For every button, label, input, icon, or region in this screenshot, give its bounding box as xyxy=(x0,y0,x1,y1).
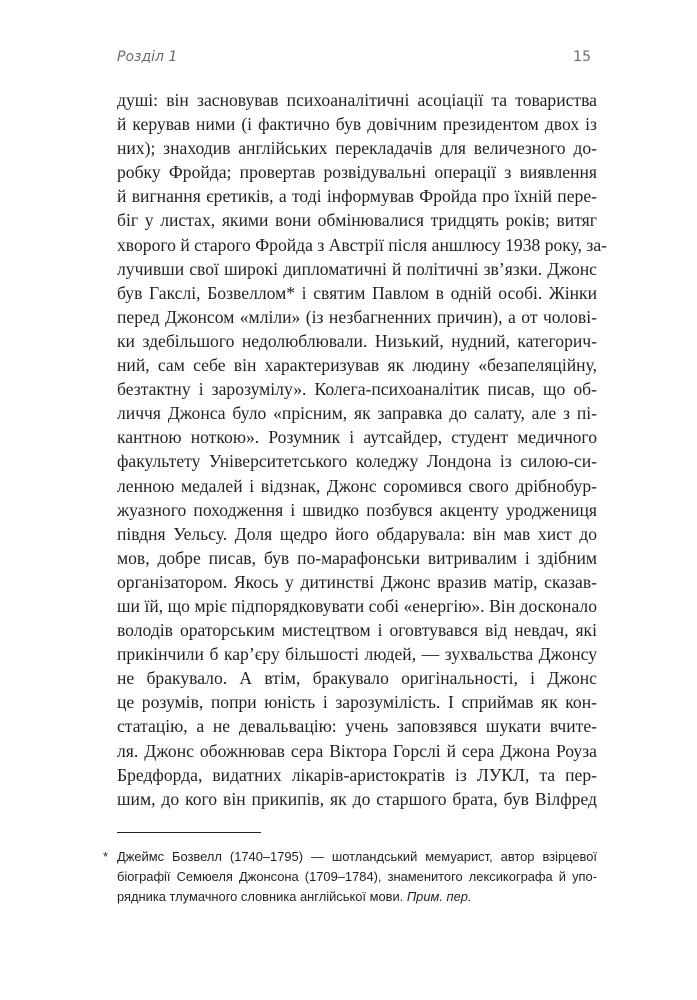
text-line: Бредфорда, видатних лікарів-аристократів із ЛУКЛ, та пер- xyxy=(117,764,597,785)
text-line: робку Фройда; провертав розвідувальні операції з виявлення xyxy=(117,162,597,183)
footnote-line-last xyxy=(103,887,597,907)
page-number: 15 xyxy=(573,49,591,65)
text-line: кантною ноткою». Розумник і аутсайдер, студент медичного xyxy=(117,427,597,448)
text-line: не бракувало. А втім, бракувало оригінальності, і Джонс xyxy=(117,668,597,689)
text-line: шим, до кого він прикипів, як до старшого брата, був Вілфред xyxy=(117,788,597,809)
translator-note: Прим. пер. xyxy=(406,889,472,904)
text-line: личчя Джонса було «прісним, як заправка до салату, але з пі- xyxy=(117,403,597,424)
footnote-line: Джеймс Бозвелл (1740–1795) — шотландський мемуарист, автор взірцевої xyxy=(117,849,597,864)
text-line: організатором. Якось у дитинстві Джонс вразив матір, сказав- xyxy=(117,571,597,592)
text-line: ленною медалей і відзнак, Джонс соромився свого дрібнобур- xyxy=(117,475,597,496)
text-line: статацію, а не девальвацію: учень заповзявся шукати вчите- xyxy=(117,716,597,737)
section-title: Розділ 1 xyxy=(117,49,178,65)
footnote-mark: * xyxy=(103,849,109,864)
text-line: півдня Уельсу. Доля щедро його обдарувала: він мав хист до xyxy=(117,523,597,544)
text-line: володів ораторським мистецтвом і оговтувався від невдач, які xyxy=(117,620,597,641)
text-line: ши їй, що мріє підпорядковувати собі «енергію». Він досконало xyxy=(117,595,597,616)
text-line: хворого й старого Фройда з Австрії після аншлюсу 1938 року, за- xyxy=(117,234,608,255)
text-line: прикінчили б кар’єру більшості людей, — зухвальства Джонсу xyxy=(117,644,597,665)
text-line: був Гакслі, Бозвеллом* і святим Павлом в одній особі. Жінки xyxy=(117,282,597,303)
text-line: лучивши свої широкі дипломатичні й політичні зв’язки. Джонс xyxy=(117,258,597,279)
text-line: це розумів, попри юність і зарозумілість. І сприймав як кон- xyxy=(117,692,597,713)
text-line: мов, добре писав, був по-марафонськи витривалим і здібним xyxy=(117,547,597,568)
text-line: ля. Джонс обожнював сера Віктора Горслі й сера Джона Роуза xyxy=(117,740,597,761)
text-line: безтактну і зарозумілу». Колега-психоаналітик писав, що об- xyxy=(117,379,597,400)
running-head xyxy=(117,49,591,73)
text-line: біг у листах, якими вони обмінювалися тридцять років; витяг xyxy=(117,210,597,231)
text-line: них); знаходив англійських перекладачів для величезного до- xyxy=(117,138,597,159)
text-line: жуазного походження і швидко позбувся акценту уроджениця xyxy=(117,499,597,520)
text-line: факультету Університетського коледжу Лондона із силою-си- xyxy=(117,451,597,472)
text-line: й керував ними (і фактично був довічним президентом двох із xyxy=(117,114,597,135)
footnote-divider xyxy=(117,832,261,833)
footnote-line: біографії Семюеля Джонсона (1709–1784), знаменитого лексикографа й упо- xyxy=(117,869,597,884)
text-line: ки здебільшого недолюблювали. Низький, нудний, категорич- xyxy=(117,330,597,351)
footnote xyxy=(103,847,597,907)
footnote-line-text: рядника тлумачного словника англійської мови. xyxy=(117,889,404,904)
body-text xyxy=(117,88,608,811)
text-line: перед Джонсом «мліли» (із незбагненних причин), а от чолові- xyxy=(117,306,597,327)
text-line: ний, сам себе він характеризував як людину «безапеляційну, xyxy=(117,355,597,376)
text-line: душі: він засновував психоаналітичні асоціації та товариства xyxy=(117,90,597,110)
text-line: й вигнання єретиків, а тоді інформував Фройда про їхній пере- xyxy=(117,186,597,207)
